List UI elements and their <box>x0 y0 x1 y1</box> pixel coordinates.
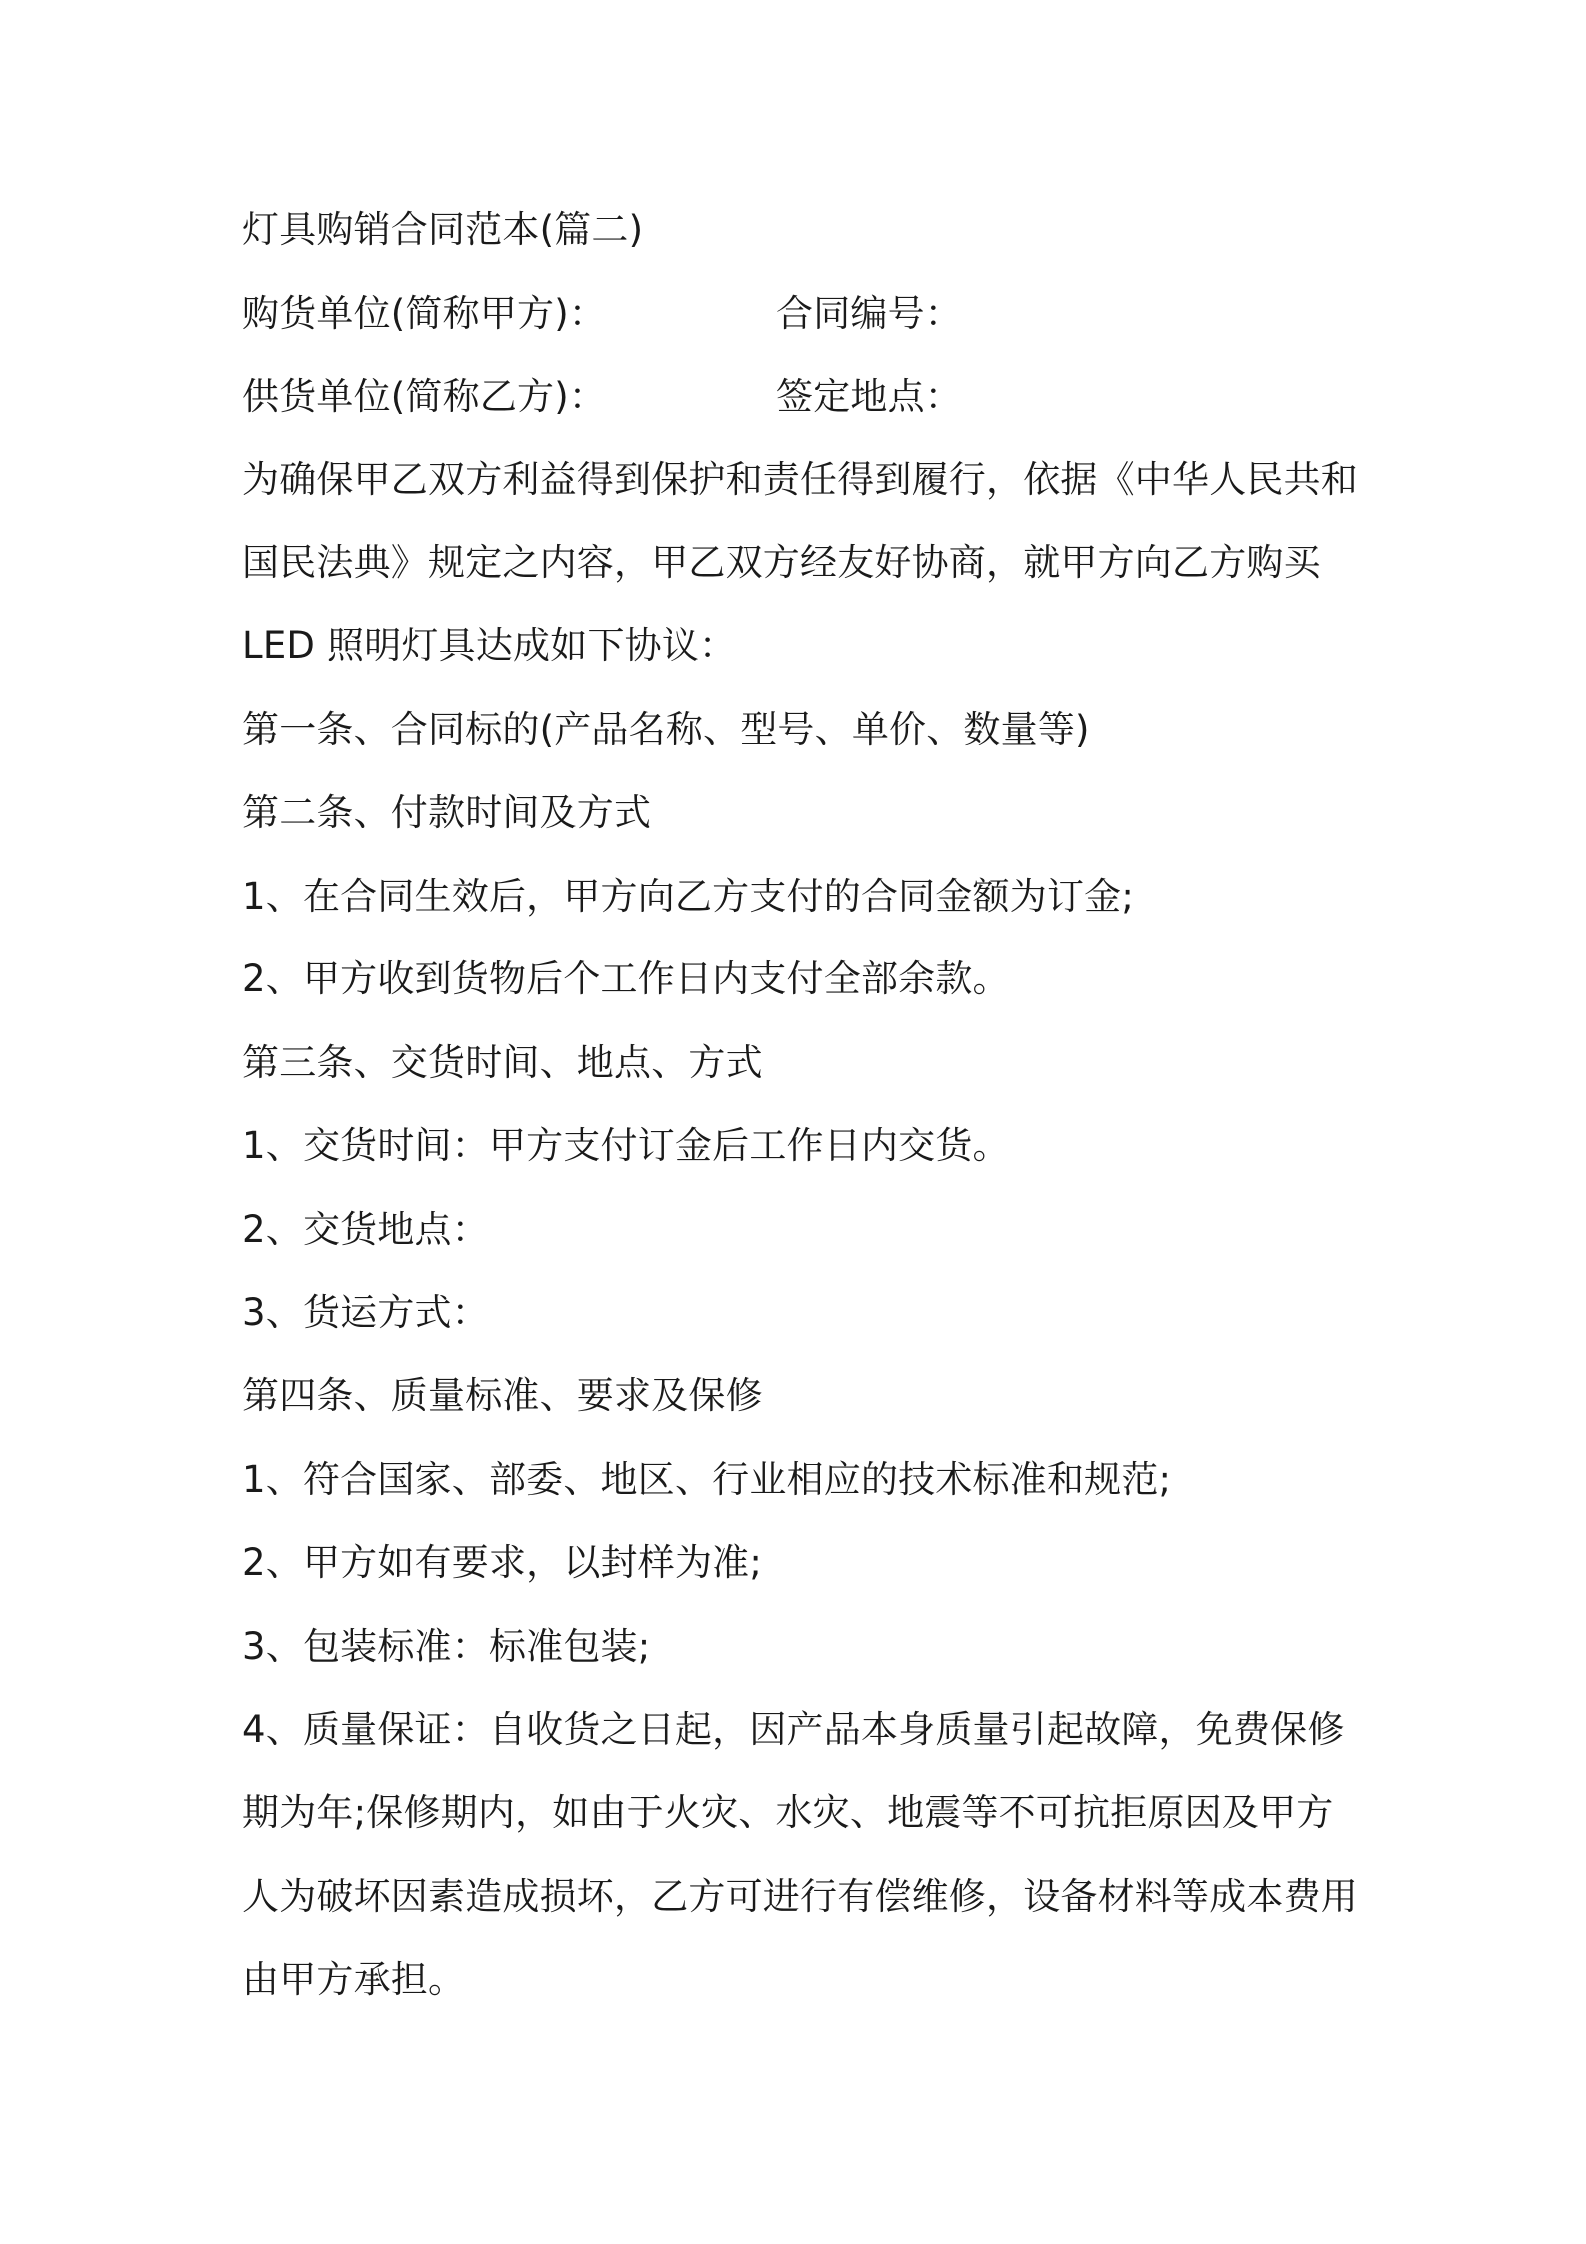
supplier-label: 供货单位(简称乙方)： <box>242 375 607 418</box>
buyer-row <box>242 290 1362 337</box>
article-4-clause-3: 3、包装标准：标准包装; <box>242 1625 651 1668</box>
article-4-clause-4-line-3: 人为破坏因素造成损坏，乙方可进行有偿维修，设备材料等成本费用 <box>242 1875 1358 1918</box>
signing-place-label: 签定地点： <box>776 375 962 418</box>
contract-number-label: 合同编号： <box>776 292 962 335</box>
preamble-line-1: 为确保甲乙双方利益得到保护和责任得到履行，依据《中华人民共和 <box>242 458 1358 501</box>
article-4-clause-4-line-4: 由甲方承担。 <box>242 1958 466 2001</box>
buyer-label: 购货单位(简称甲方)： <box>242 292 607 335</box>
preamble-line-3: LED 照明灯具达成如下协议： <box>242 624 737 667</box>
article-2-clause-2: 2、甲方收到货物后个工作日内支付全部余款。 <box>242 957 1010 1000</box>
document-title: 灯具购销合同范本(篇二) <box>242 208 644 251</box>
article-3-clause-3: 3、货运方式： <box>242 1291 489 1334</box>
article-2-clause-1: 1、在合同生效后，甲方向乙方支付的合同金额为订金; <box>242 875 1135 918</box>
article-2-heading: 第二条、付款时间及方式 <box>242 791 652 834</box>
article-3-clause-2: 2、交货地点： <box>242 1208 489 1251</box>
preamble-line-2: 国民法典》规定之内容，甲乙双方经友好协商，就甲方向乙方购买 <box>242 541 1321 584</box>
article-4-clause-4-line-2: 期为年;保修期内，如由于火灾、水灾、地震等不可抗拒原因及甲方 <box>242 1791 1334 1834</box>
article-1-heading: 第一条、合同标的(产品名称、型号、单价、数量等) <box>242 708 1090 751</box>
article-4-clause-1: 1、符合国家、部委、地区、行业相应的技术标准和规范; <box>242 1458 1172 1501</box>
supplier-row <box>242 373 1362 420</box>
article-4-clause-2: 2、甲方如有要求，以封样为准; <box>242 1541 763 1584</box>
article-4-clause-4-line-1: 4、质量保证：自收货之日起，因产品本身质量引起故障，免费保修 <box>242 1708 1345 1751</box>
article-3-heading: 第三条、交货时间、地点、方式 <box>242 1041 763 1084</box>
article-3-clause-1: 1、交货时间：甲方支付订金后工作日内交货。 <box>242 1124 1010 1167</box>
article-4-heading: 第四条、质量标准、要求及保修 <box>242 1374 763 1417</box>
